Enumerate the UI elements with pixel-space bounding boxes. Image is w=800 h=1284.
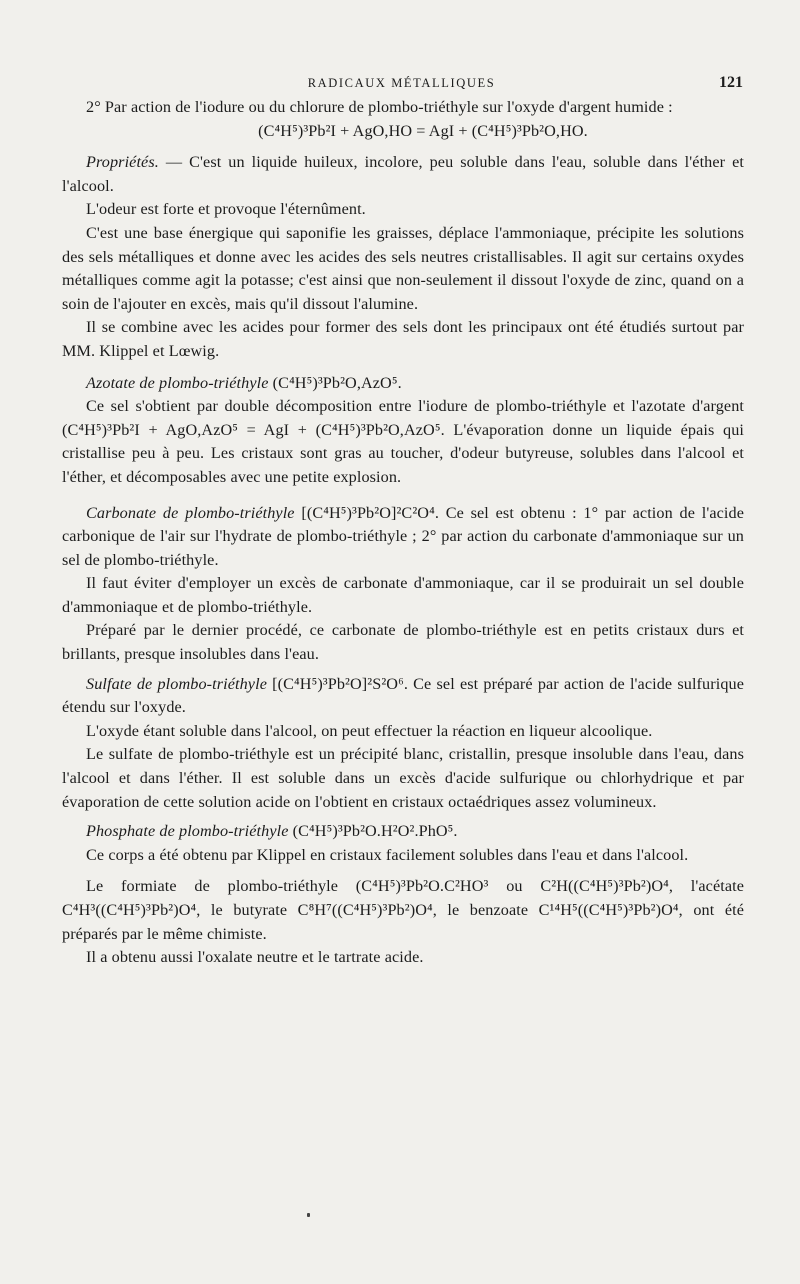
paragraph-text: (C⁴H⁵)³Pb²O,AzO⁵.: [268, 373, 402, 392]
paragraph: [62, 372, 744, 396]
paragraph: Préparé par le dernier procédé, ce carbonate de plombo-triéthyle est en petits cristaux durs et brillants, presque insolubles dans l'eau.: [62, 621, 744, 664]
paragraph: Il a obtenu aussi l'oxalate neutre et le tartrate acide.: [86, 948, 424, 967]
paragraph: L'odeur est forte et provoque l'éternûment.: [86, 200, 366, 219]
page-number: 121: [719, 74, 743, 91]
paragraph: Ce corps a été obtenu par Klippel en cristaux facilement solubles dans l'eau et dans l'alcool.: [86, 845, 689, 864]
paragraph: [62, 820, 744, 844]
paragraph: 2° Par action de l'iodure ou du chlorure de plombo-triéthyle sur l'oxyde d'argent humide :: [86, 98, 673, 116]
paragraph: [62, 502, 744, 573]
page-header: [60, 76, 743, 96]
equation: (C⁴H⁵)³Pb²I + AgO,HO = AgI + (C⁴H⁵)³Pb²O,HO.: [258, 121, 588, 140]
paragraph-text: [(C⁴H⁵)³Pb²O]²C²O⁴. Ce sel est obtenu : 1° par action de l'acide carbonique de l'air sur l'hydrate de plombo-triéthyle ; 2° par action du carbonate d'ammoniaque sur un sel de plombo-triéthyle.: [62, 503, 744, 569]
paragraph: Le sulfate de plombo-triéthyle est un précipité blanc, cristallin, presque insoluble dans l'eau, dans l'alcool et dans l'éther. Il est soluble dans un excès d'acide sulfurique ou chlorhydrique et par évaporation de cette solution acide on l'obtient en cristaux octaédriques assez volumineux.: [62, 745, 744, 811]
paragraph: Ce sel s'obtient par double décomposition entre l'iodure de plombo-triéthyle et l'azotate d'argent (C⁴H⁵)³Pb²I + AgO,AzO⁵ = AgI + (C⁴H⁵)³Pb²O,AzO⁵. L'évaporation donne un liquide épais qui cristallise peu à peu. Les cristaux sont gras au toucher, d'odeur butyreuse, solubles dans l'alcool et l'éther, et décomposables avec une petite explosion.: [62, 397, 744, 486]
paragraph: L'oxyde étant soluble dans l'alcool, on peut effectuer la réaction en liqueur alcoolique.: [86, 721, 653, 740]
section-heading: Propriétés.: [86, 153, 159, 172]
running-title: RADICAUX MÉTALLIQUES: [307, 76, 496, 90]
paragraph: C'est une base énergique qui saponifie les graisses, déplace l'ammoniaque, précipite les solutions des sels métalliques et donne avec les acides des sels neutres cristallisables. Il agit sur certains oxydes métalliques comme agit la potasse; c'est ainsi que non-seulement il dissout l'oxyde de zinc, quand on a soin de l'ajouter en excès, mais qu'il dissout l'alumine.: [62, 223, 744, 313]
paragraph-text: (C⁴H⁵)³Pb²O.H²O².PhO⁵.: [288, 822, 458, 841]
section-heading: Phosphate de plombo-triéthyle: [86, 822, 289, 841]
body-text: [62, 96, 744, 970]
section-heading: Carbonate de plombo-triéthyle: [86, 503, 295, 522]
paragraph: Le formiate de plombo-triéthyle (C⁴H⁵)³Pb²O.C²HO³ ou C²H((C⁴H⁵)³Pb²)O⁴, l'acétate C⁴H³((C⁴H⁵)³Pb²)O⁴, le butyrate C⁸H⁷((C⁴H⁵)³Pb²)O⁴, le benzoate C¹⁴H⁵((C⁴H⁵)³Pb²)O⁴, ont été préparés par le même chimiste.: [62, 877, 744, 943]
ink-speck: [307, 1213, 310, 1217]
paragraph: Il faut éviter d'employer un excès de carbonate d'ammoniaque, car il se produirait un sel double d'ammoniaque et de plombo-triéthyle.: [62, 574, 744, 616]
section-heading: Sulfate de plombo-triéthyle: [86, 674, 267, 693]
paragraph: Il se combine avec les acides pour former des sels dont les principaux ont été étudiés surtout par MM. Klippel et Lœwig.: [62, 318, 744, 360]
paragraph-text: [(C⁴H⁵)³Pb²O]²S²O⁶. Ce sel est préparé par action de l'acide sulfurique étendu sur l'oxyde.: [62, 674, 745, 717]
paragraph-text: — C'est un liquide huileux, incolore, peu soluble dans l'eau, soluble dans l'éther et l'alcool.: [62, 153, 744, 195]
paragraph: [62, 151, 744, 198]
section-heading: Azotate de plombo-triéthyle: [86, 373, 269, 392]
paragraph: [62, 673, 744, 720]
